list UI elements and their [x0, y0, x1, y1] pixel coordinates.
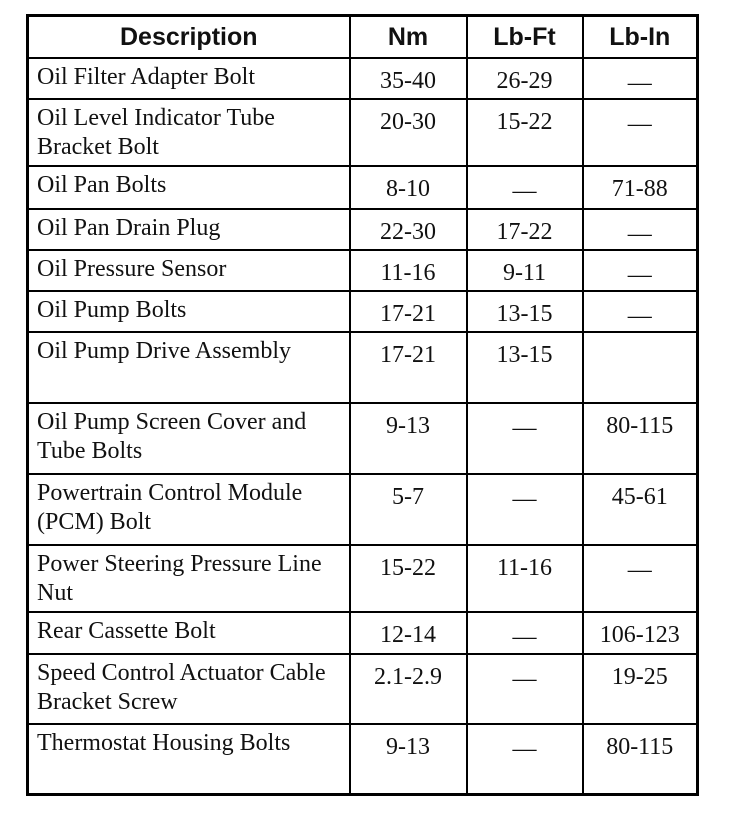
table-row — [28, 654, 698, 724]
lb-ft-cell: — — [467, 654, 583, 724]
lb-in-cell: — — [583, 291, 698, 332]
lb-in-cell: 45-61 — [583, 474, 698, 545]
header-row — [28, 16, 698, 59]
nm-cell: 9-13 — [350, 724, 467, 794]
table-row — [28, 545, 698, 612]
nm-cell: 15-22 — [350, 545, 467, 612]
lb-in-cell: 19-25 — [583, 654, 698, 724]
lb-in-cell: 80-115 — [583, 724, 698, 794]
lb-ft-cell: — — [467, 612, 583, 654]
lb-in-cell: — — [583, 250, 698, 291]
lb-ft-cell: — — [467, 166, 583, 209]
description-cell: Powertrain Control Module (PCM) Bolt — [28, 474, 350, 545]
table-row — [28, 403, 698, 474]
lb-ft-cell: 13-15 — [467, 291, 583, 332]
lb-ft-cell: 11-16 — [467, 545, 583, 612]
nm-cell: 9-13 — [350, 403, 467, 474]
nm-cell: 22-30 — [350, 209, 467, 250]
header-lb-ft: Lb-Ft — [467, 16, 583, 59]
description-cell: Oil Pressure Sensor — [28, 250, 350, 291]
lb-ft-cell: 15-22 — [467, 99, 583, 166]
nm-cell: 5-7 — [350, 474, 467, 545]
description-cell: Oil Level Indicator Tube Bracket Bolt — [28, 99, 350, 166]
torque-spec-table — [26, 14, 699, 796]
lb-in-cell: — — [583, 545, 698, 612]
lb-in-cell: 80-115 — [583, 403, 698, 474]
nm-cell: 17-21 — [350, 332, 467, 403]
lb-ft-cell: — — [467, 474, 583, 545]
table-row — [28, 724, 698, 794]
lb-in-cell — [583, 332, 698, 403]
lb-ft-cell: 26-29 — [467, 58, 583, 99]
nm-cell: 20-30 — [350, 99, 467, 166]
description-cell: Oil Pan Drain Plug — [28, 209, 350, 250]
table-row — [28, 166, 698, 209]
description-cell: Oil Pump Drive Assembly — [28, 332, 350, 403]
nm-cell: 2.1-2.9 — [350, 654, 467, 724]
description-cell: Oil Filter Adapter Bolt — [28, 58, 350, 99]
lb-ft-cell: 9-11 — [467, 250, 583, 291]
nm-cell: 12-14 — [350, 612, 467, 654]
lb-ft-cell: — — [467, 724, 583, 794]
header-description: Description — [28, 16, 350, 59]
lb-in-cell: 106-123 — [583, 612, 698, 654]
header-nm: Nm — [350, 16, 467, 59]
description-cell: Power Steering Pressure Line Nut — [28, 545, 350, 612]
header-lb-in: Lb-In — [583, 16, 698, 59]
description-cell: Oil Pump Screen Cover and Tube Bolts — [28, 403, 350, 474]
nm-cell: 8-10 — [350, 166, 467, 209]
description-cell: Rear Cassette Bolt — [28, 612, 350, 654]
lb-ft-cell: 17-22 — [467, 209, 583, 250]
description-cell: Oil Pan Bolts — [28, 166, 350, 209]
nm-cell: 17-21 — [350, 291, 467, 332]
lb-ft-cell: 13-15 — [467, 332, 583, 403]
nm-cell: 11-16 — [350, 250, 467, 291]
table-row — [28, 291, 698, 332]
lb-ft-cell: — — [467, 403, 583, 474]
lb-in-cell: 71-88 — [583, 166, 698, 209]
table-row — [28, 58, 698, 99]
description-cell: Speed Control Actuator Cable Bracket Screw — [28, 654, 350, 724]
table-row — [28, 474, 698, 545]
lb-in-cell: — — [583, 209, 698, 250]
table-row — [28, 250, 698, 291]
table-row — [28, 209, 698, 250]
table-row — [28, 99, 698, 166]
lb-in-cell: — — [583, 99, 698, 166]
table-row — [28, 332, 698, 403]
table-row — [28, 612, 698, 654]
description-cell: Thermostat Housing Bolts — [28, 724, 350, 794]
lb-in-cell: — — [583, 58, 698, 99]
description-cell: Oil Pump Bolts — [28, 291, 350, 332]
nm-cell: 35-40 — [350, 58, 467, 99]
